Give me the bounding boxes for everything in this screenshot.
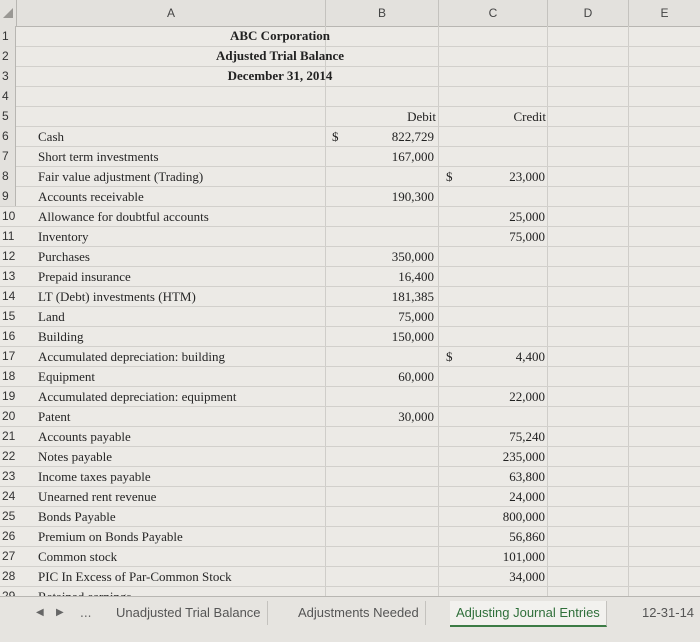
row-number[interactable]: 12 [2, 249, 16, 263]
account-name[interactable]: Land [38, 309, 65, 324]
account-name[interactable]: Accounts receivable [38, 189, 144, 204]
sheet-row[interactable] [0, 306, 700, 327]
credit-amount[interactable] [455, 366, 545, 386]
sheet-row[interactable] [0, 326, 700, 347]
sheet-row[interactable] [0, 186, 700, 207]
tab-adjustments-needed[interactable]: Adjustments Needed [292, 601, 426, 625]
sheet-row[interactable] [0, 566, 700, 587]
account-name[interactable]: Purchases [38, 249, 90, 264]
sheet-row[interactable] [0, 106, 700, 127]
sheet-row[interactable] [0, 446, 700, 467]
row-number[interactable]: 21 [2, 429, 16, 443]
credit-amount[interactable] [455, 146, 545, 166]
report-date: December 31, 2014 [227, 68, 333, 83]
sheet-row[interactable] [0, 466, 700, 487]
credit-amount[interactable]: 235,000 [502, 449, 545, 464]
row-number[interactable]: 6 [0, 126, 16, 146]
debit-amount[interactable] [340, 386, 434, 406]
sheet-row[interactable] [0, 206, 700, 227]
sheet-row[interactable] [0, 86, 700, 107]
row-number[interactable]: 19 [2, 389, 16, 403]
account-name[interactable]: Building [38, 329, 84, 344]
account-name[interactable]: Notes payable [38, 449, 113, 464]
tab-12-31-14[interactable]: 12-31-14 [642, 605, 695, 620]
debit-amount[interactable]: 167,000 [391, 149, 434, 164]
credit-header: Credit [513, 109, 546, 124]
tab-adjusting-journal-entries[interactable]: Adjusting Journal Entries [450, 601, 607, 627]
debit-amount[interactable] [340, 426, 434, 446]
sheet-row[interactable] [0, 346, 700, 367]
credit-amount[interactable]: 75,240 [509, 429, 545, 444]
account-name[interactable]: Inventory [38, 229, 89, 244]
sheet-tab-bar [0, 596, 700, 642]
account-name[interactable]: Accounts payable [38, 429, 131, 444]
sheet-row[interactable] [0, 506, 700, 527]
credit-amount[interactable]: 800,000 [502, 509, 545, 524]
sheet-row[interactable] [0, 266, 700, 287]
row-number[interactable]: 1 [0, 26, 16, 46]
row-number[interactable]: 7 [0, 146, 16, 166]
debit-amount[interactable]: 181,385 [391, 289, 434, 304]
credit-currency-symbol: $ [446, 349, 453, 364]
row-number[interactable]: 4 [0, 86, 16, 106]
column-header-d[interactable]: D [548, 0, 629, 26]
credit-amount[interactable]: 22,000 [509, 389, 545, 404]
sheet-row[interactable] [0, 126, 700, 147]
row-number[interactable]: 10 [2, 209, 16, 223]
sheet-row[interactable] [0, 546, 700, 567]
select-all-corner[interactable] [0, 0, 17, 26]
row-number[interactable]: 9 [0, 186, 16, 206]
sheet-row[interactable] [0, 286, 700, 307]
credit-amount[interactable]: 101,000 [502, 549, 545, 564]
row-number[interactable]: 17 [2, 349, 16, 363]
debit-amount[interactable]: 75,000 [398, 309, 434, 324]
sheet-row[interactable] [0, 146, 700, 167]
credit-amount[interactable]: 75,000 [509, 229, 545, 244]
row-number[interactable]: 14 [2, 289, 16, 303]
sheet-row[interactable] [0, 486, 700, 507]
debit-amount[interactable] [340, 346, 434, 366]
row-number[interactable]: 26 [2, 529, 16, 543]
row-number[interactable]: 22 [2, 449, 16, 463]
debit-amount[interactable]: 150,000 [391, 329, 434, 344]
company-name: ABC Corporation [229, 28, 331, 43]
sheet-row[interactable] [0, 226, 700, 247]
debit-amount[interactable] [340, 166, 434, 186]
debit-amount[interactable]: 16,400 [398, 269, 434, 284]
credit-amount[interactable]: 24,000 [509, 489, 545, 504]
sheet-row[interactable] [0, 426, 700, 447]
debit-amount[interactable] [340, 226, 434, 246]
debit-amount[interactable] [340, 526, 434, 546]
sheet-row[interactable] [0, 366, 700, 387]
sheet-row[interactable] [0, 526, 700, 547]
account-name[interactable]: Accumulated depreciation: building [38, 349, 225, 364]
prev-sheet-icon[interactable]: ◀ [36, 607, 44, 618]
account-name[interactable]: Patent [38, 409, 71, 424]
credit-amount[interactable]: 56,860 [509, 529, 545, 544]
credit-amount[interactable]: 23,000 [509, 169, 545, 184]
more-sheets-button[interactable]: ... [80, 606, 92, 620]
tab-unadjusted-trial-balance[interactable]: Unadjusted Trial Balance [110, 601, 268, 625]
row-number[interactable]: 28 [2, 569, 16, 583]
credit-amount[interactable] [455, 186, 545, 206]
account-name[interactable]: Short term investments [38, 149, 159, 164]
debit-amount[interactable]: 60,000 [398, 369, 434, 384]
account-name[interactable]: Accumulated depreciation: equipment [38, 389, 237, 404]
account-name[interactable]: PIC In Excess of Par-Common Stock [38, 569, 232, 584]
credit-amount[interactable] [455, 246, 545, 266]
report-title: Adjusted Trial Balance [215, 48, 345, 63]
row-number[interactable]: 16 [2, 329, 16, 343]
debit-amount[interactable]: 190,300 [391, 189, 434, 204]
credit-amount[interactable] [455, 266, 545, 286]
credit-amount[interactable] [455, 286, 545, 306]
row-number[interactable]: 5 [0, 106, 16, 126]
row-number[interactable]: 23 [2, 469, 16, 483]
row-number[interactable]: 13 [2, 269, 16, 283]
debit-amount[interactable]: 350,000 [391, 249, 434, 264]
column-header-e[interactable]: E [660, 6, 669, 20]
row-number[interactable]: 20 [2, 409, 16, 423]
credit-amount[interactable]: 4,400 [515, 349, 545, 364]
debit-amount[interactable] [340, 466, 434, 486]
credit-amount[interactable]: 34,000 [509, 569, 545, 584]
credit-currency-symbol: $ [446, 169, 453, 184]
debit-amount[interactable]: 822,729 [391, 129, 434, 144]
next-sheet-icon[interactable]: ▶ [56, 607, 64, 618]
account-name[interactable]: Common stock [38, 549, 118, 564]
account-name[interactable]: Allowance for doubtful accounts [38, 209, 209, 224]
column-header-a[interactable]: A [17, 0, 326, 26]
account-name[interactable]: Income taxes payable [38, 469, 151, 484]
account-name[interactable]: Equipment [38, 369, 96, 384]
account-name[interactable]: Fair value adjustment (Trading) [38, 169, 204, 184]
account-name[interactable]: LT (Debt) investments (HTM) [38, 289, 196, 304]
row-number[interactable]: 27 [2, 549, 16, 563]
row-number[interactable]: 25 [2, 509, 16, 523]
debit-amount[interactable] [340, 506, 434, 526]
credit-amount[interactable] [455, 326, 545, 346]
select-all-triangle-icon [3, 8, 13, 18]
sheet-row[interactable] [0, 166, 700, 187]
debit-amount[interactable] [340, 206, 434, 226]
sheet-row[interactable] [0, 406, 700, 427]
row-number[interactable]: 15 [2, 309, 16, 323]
account-name[interactable]: Cash [38, 129, 64, 144]
column-header-bar [0, 0, 700, 27]
debit-currency-symbol: $ [332, 129, 339, 144]
debit-amount[interactable]: 30,000 [398, 409, 434, 424]
sheet-row[interactable] [0, 386, 700, 407]
row-number[interactable]: 24 [2, 489, 16, 503]
sheet-row[interactable] [0, 246, 700, 267]
debit-amount[interactable] [340, 546, 434, 566]
account-name[interactable]: Unearned rent revenue [38, 489, 157, 504]
row-number[interactable]: 11 [2, 229, 15, 243]
debit-header: Debit [407, 109, 436, 124]
credit-amount[interactable] [455, 306, 545, 326]
debit-amount[interactable] [340, 486, 434, 506]
debit-amount[interactable] [340, 566, 434, 586]
row-number[interactable]: 3 [0, 66, 16, 86]
credit-amount[interactable] [455, 406, 545, 426]
account-name[interactable]: Premium on Bonds Payable [38, 529, 183, 544]
column-header-b[interactable]: B [326, 0, 439, 26]
account-name[interactable]: Prepaid insurance [38, 269, 131, 284]
credit-amount[interactable] [455, 126, 545, 146]
account-name[interactable]: Bonds Payable [38, 509, 116, 524]
column-header-c[interactable]: C [439, 0, 548, 26]
row-number[interactable]: 18 [2, 369, 16, 383]
row-number[interactable]: 2 [0, 46, 16, 66]
row-number[interactable]: 8 [0, 166, 16, 186]
credit-amount[interactable]: 25,000 [509, 209, 545, 224]
credit-amount[interactable]: 63,800 [509, 469, 545, 484]
debit-amount[interactable] [340, 446, 434, 466]
